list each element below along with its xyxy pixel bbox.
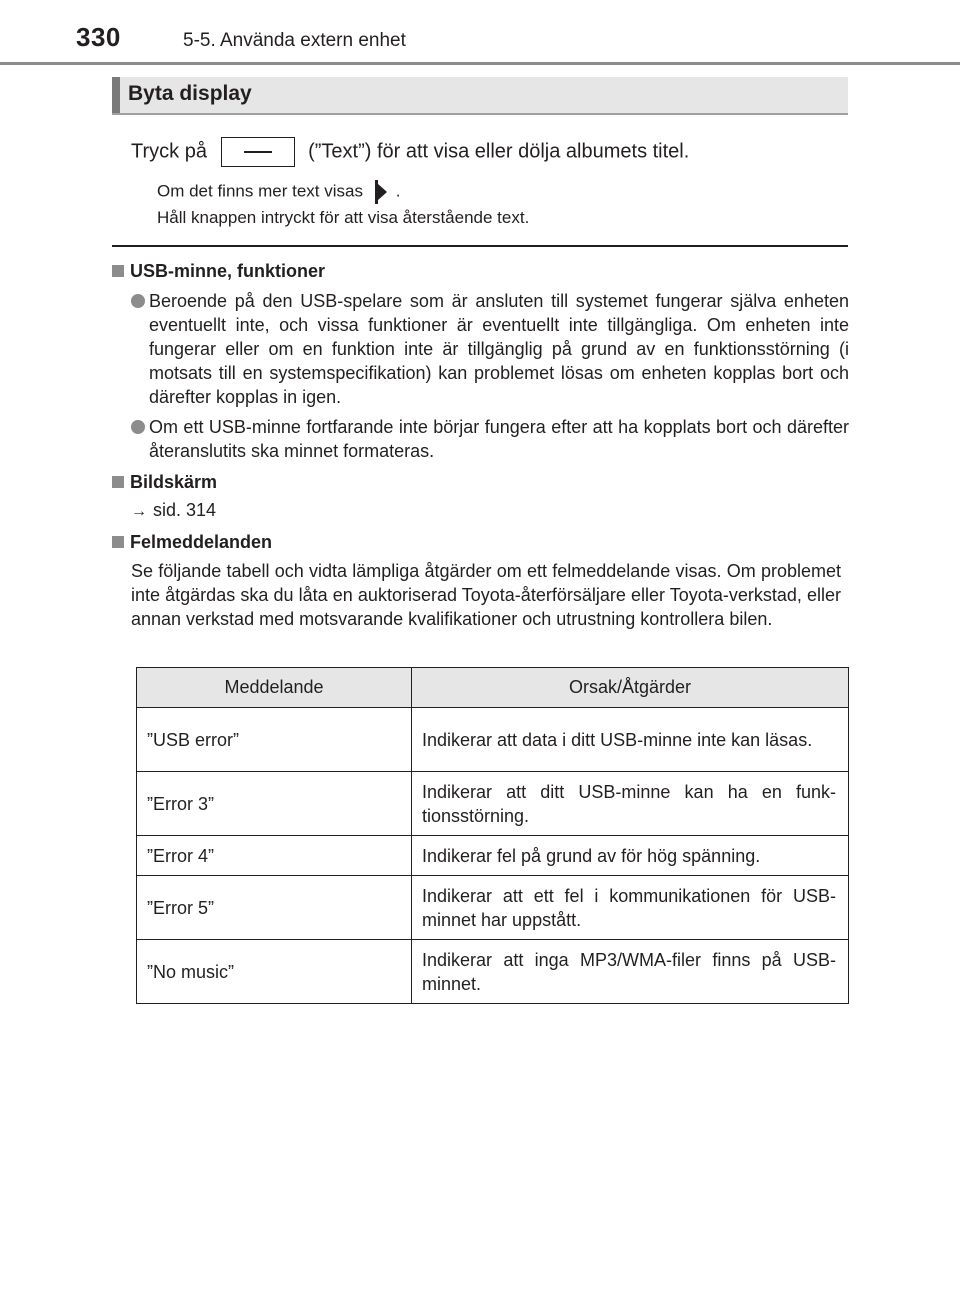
note-line1-after: . xyxy=(395,181,401,201)
message-cell: ”No music” xyxy=(137,940,412,1004)
cause-cell: Indikerar fel på grund av för hög spänning. xyxy=(412,836,849,876)
message-cell: ”Error 3” xyxy=(137,772,412,836)
section-marker xyxy=(112,77,120,113)
dash-button-icon xyxy=(221,137,295,167)
cause-cell: Indikerar att ett fel i kommunikationen för USB-minnet har uppstått. xyxy=(412,876,849,940)
square-bullet-icon xyxy=(112,536,124,548)
table-header-message: Meddelande xyxy=(137,668,412,708)
errors-heading-text: Felmeddelanden xyxy=(130,532,273,552)
message-cell: ”Error 5” xyxy=(137,876,412,940)
note-hold-button: Håll knappen intryckt för att visa återstående text. xyxy=(157,208,530,227)
errors-paragraph: Se följande tabell och vidta lämpliga åtgärder om ett felmeddelande visas. Om problemet inte åtgärdas ska du låta en auktoriserad Toyota-återförsäljare eller Toyota-verkstad, eller annan verkstad med motsvarande kvalifikationer och utrustning kontrollera bilen. xyxy=(131,561,841,629)
table-row xyxy=(137,708,849,772)
display-heading xyxy=(112,472,217,493)
section-heading-bar xyxy=(112,77,848,115)
page-reference[interactable] xyxy=(131,500,216,521)
usb-heading-text: USB-minne, funktioner xyxy=(130,261,326,281)
arrow-right-icon: → xyxy=(131,503,147,520)
usb-bullet-1-text: Beroende på den USB-spelare som är ansluten till systemet fungerar själva enheten eventuellt inte, och vissa funktioner är eventuellt inte tillgängliga. Om enheten inte fungerar eller om en funktion inte är tillgänglig på grund av en funktionsstörning (i motsats till en systemspecifikation) kan problemet lösas om enheten kopplas bort och därefter kopplas in igen. xyxy=(149,291,849,407)
errors-heading xyxy=(112,532,272,553)
table-header-cause: Orsak/Åtgärder xyxy=(412,668,849,708)
square-bullet-icon xyxy=(112,265,124,277)
instruction-before: Tryck på xyxy=(131,140,207,163)
error-message-table xyxy=(136,667,849,1004)
more-text-arrow-icon xyxy=(373,180,391,204)
usb-bullet-2-text: Om ett USB-minne fortfarande inte börjar fungera efter att ha kopplats bort och därefter återanslutits ska minnet formateras. xyxy=(149,417,849,461)
note-line1-before: Om det finns mer text visas xyxy=(157,181,363,201)
section-title: Byta display xyxy=(128,82,252,105)
message-cell: ”Error 4” xyxy=(137,836,412,876)
message-cell: ”USB error” xyxy=(137,708,412,772)
section-divider xyxy=(112,245,848,247)
header-rule xyxy=(0,62,960,65)
cause-cell: Indikerar att ditt USB-minne kan ha en funk-tionsstörning. xyxy=(412,772,849,836)
display-heading-text: Bildskärm xyxy=(130,472,218,492)
note-more-text xyxy=(157,180,400,204)
cause-cell: Indikerar att data i ditt USB-minne inte kan läsas. xyxy=(412,708,849,772)
round-bullet-icon xyxy=(131,294,145,308)
page-reference-text: sid. 314 xyxy=(153,500,217,520)
cause-cell: Indikerar att inga MP3/WMA-filer finns på USB-minnet. xyxy=(412,940,849,1004)
round-bullet-icon xyxy=(131,420,145,434)
table-row xyxy=(137,876,849,940)
usb-bullet-1 xyxy=(131,289,849,409)
chapter-title: 5-5. Använda extern enhet xyxy=(183,30,406,51)
table-row xyxy=(137,772,849,836)
page-number: 330 xyxy=(76,22,121,52)
table-row xyxy=(137,836,849,876)
square-bullet-icon xyxy=(112,476,124,488)
table-row xyxy=(137,940,849,1004)
instruction-line xyxy=(131,137,689,167)
usb-heading xyxy=(112,261,325,282)
usb-bullet-2 xyxy=(131,415,849,463)
instruction-after: (”Text”) för att visa eller dölja albumets titel. xyxy=(308,140,690,163)
